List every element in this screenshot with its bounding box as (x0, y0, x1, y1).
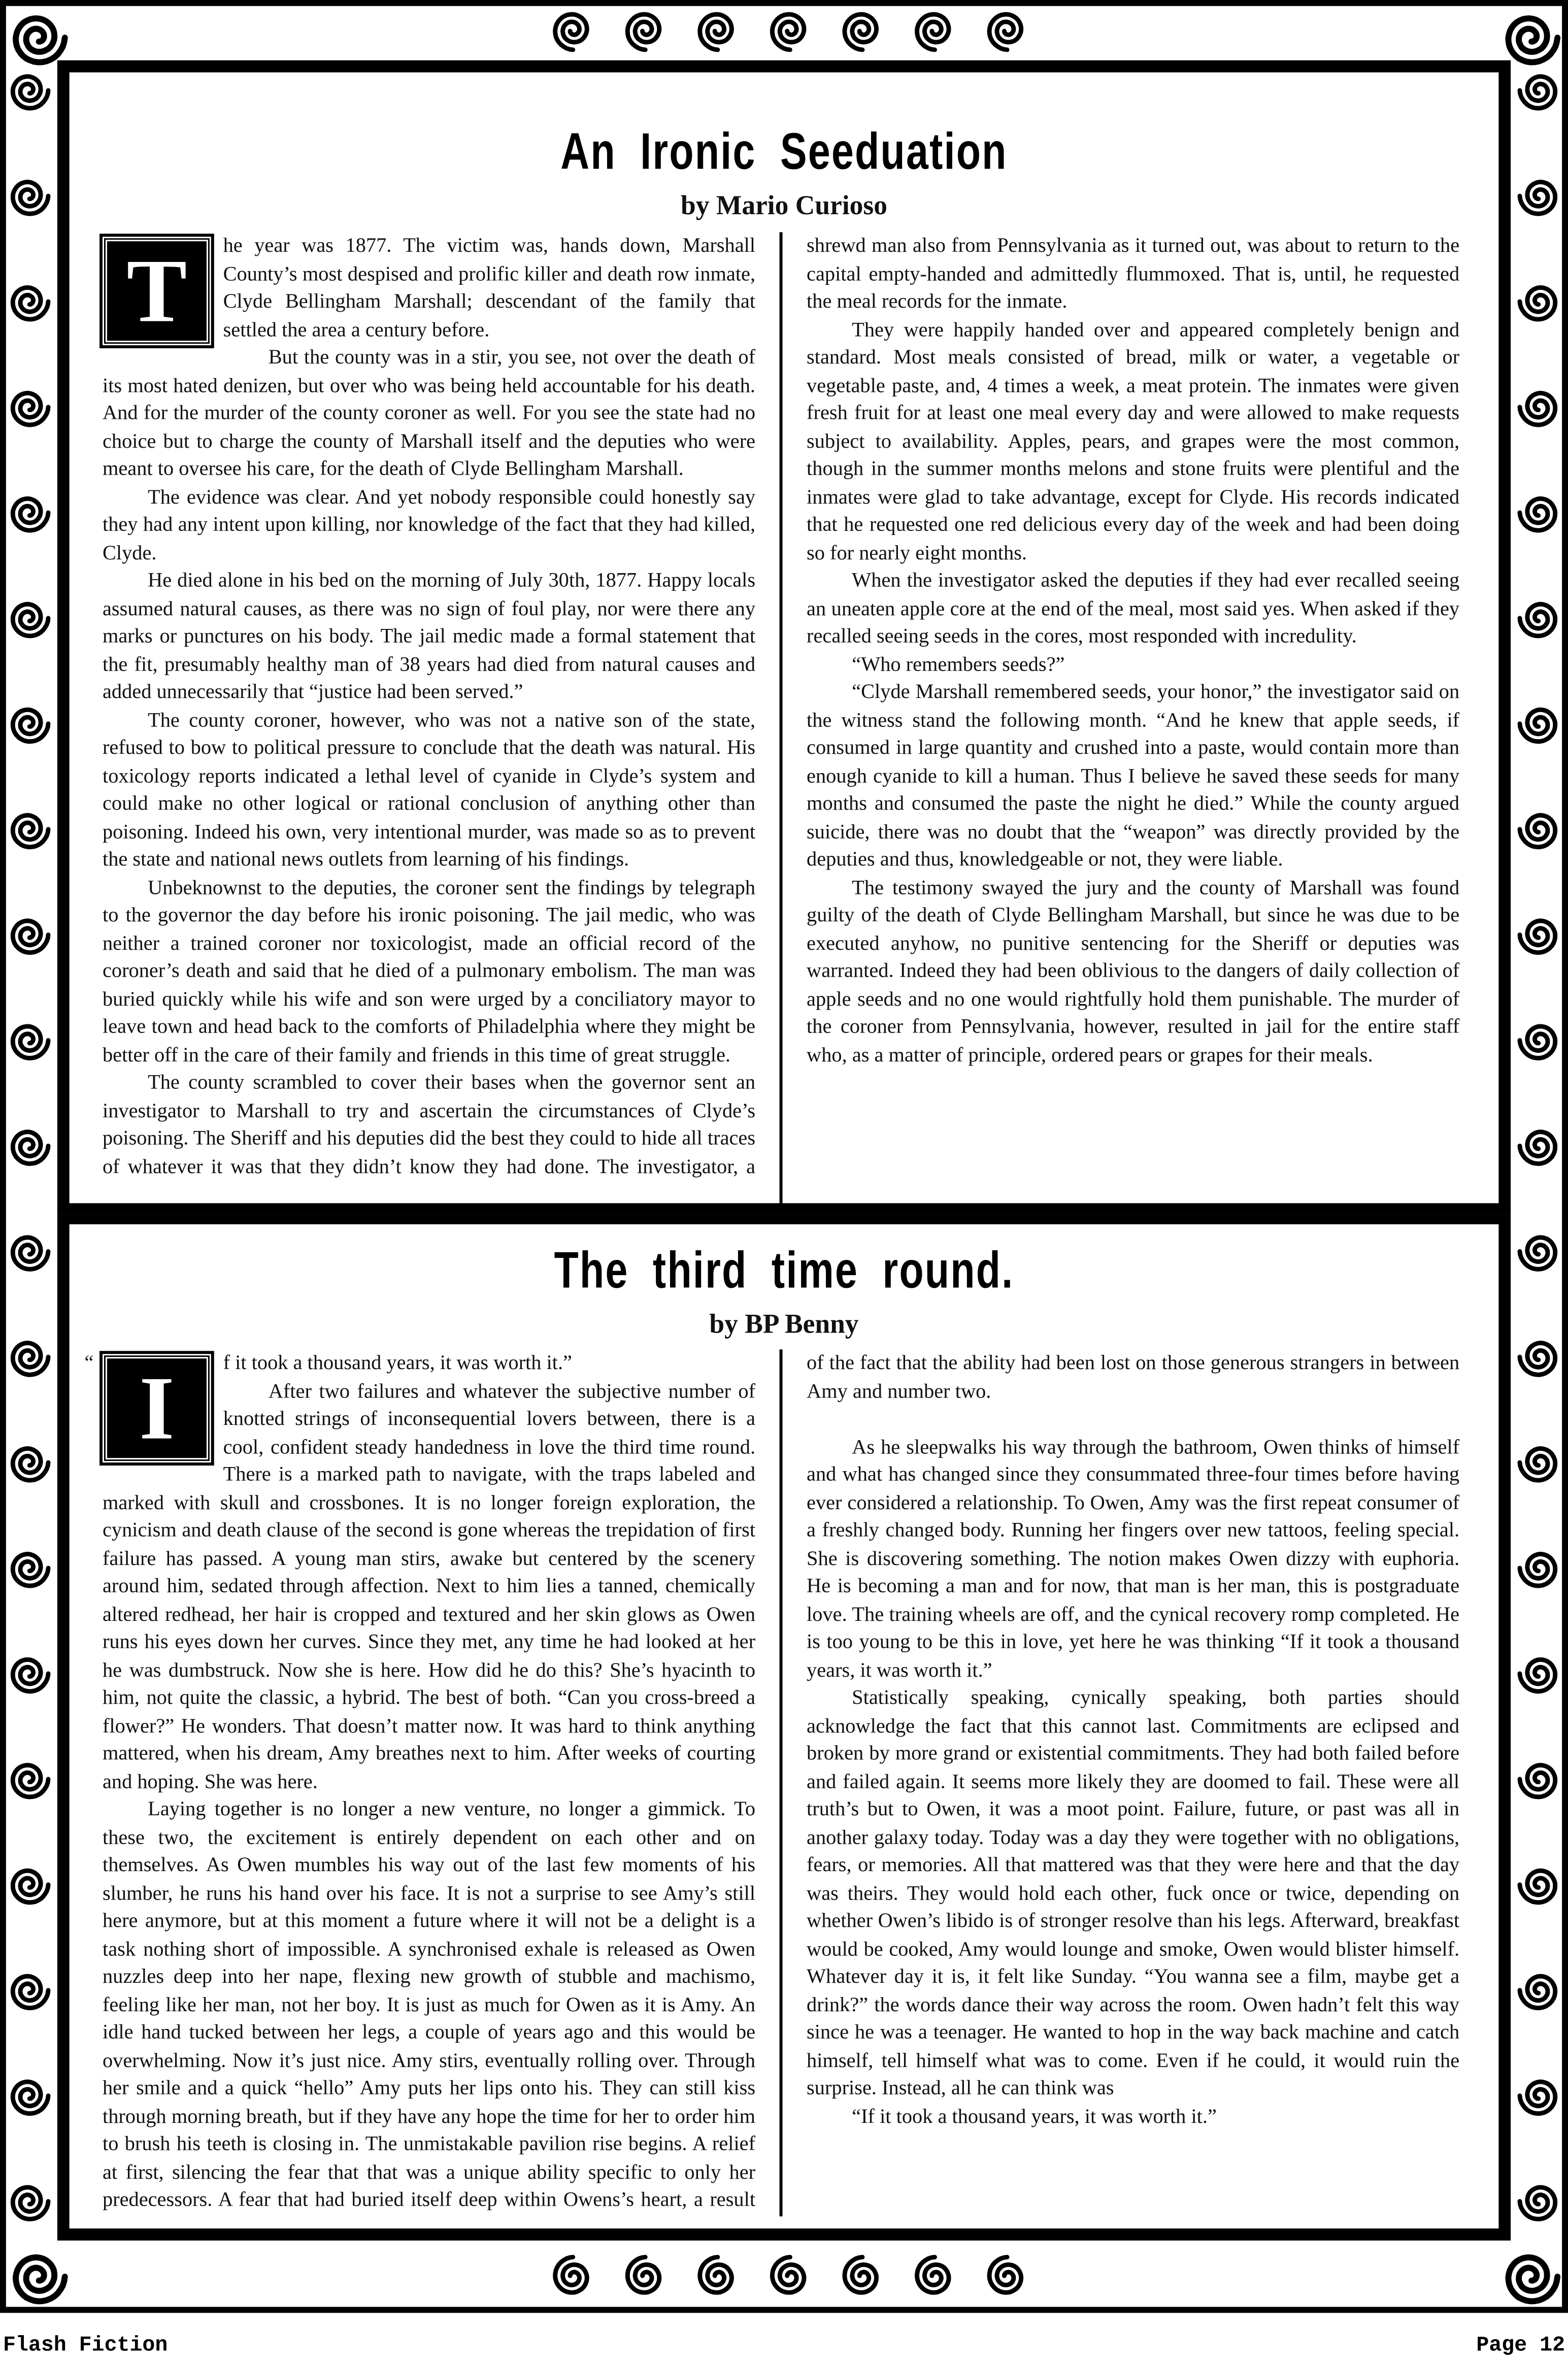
swirl-ornament (1520, 710, 1555, 742)
swirl-ornament (772, 2257, 804, 2292)
swirl-ornament (1520, 287, 1555, 319)
story-title: The third time round. (554, 1242, 1014, 1300)
swirl-ornament (13, 2187, 48, 2219)
story-paragraph: After two failures and whatever the subjective number of knotted strings of inconsequential lovers between, there is a cool, confident steady handedness in love the third time round. There is a marked path to navigate, with the traps labeled and marked with skull and crossbones. It is no longer foreign exploration, the cynicism and death clause of the second is gone whereas the trepidation of first failure has passed. A young man stirs, awake but centered by the scenery around him, sedated through affection. Next to him lies a tanned, chemically altered redhead, her hair is cropped and textured and her skin glows as Owen runs his eyes down her curves. Since they met, any time he had looked at her he was dumbstruck. Now she is here. How did he do this? She’s hyacinth to him, not quite the classic, a hybrid. The best of both. “Can you cross-breed a flower?” He wonders. That doesn’t matter now. It was hard to think anything mattered, when his dream, Amy breathes next to him. After weeks of courting and hoping. She was here. (102, 1379, 756, 1792)
swirl-ornament (1520, 1871, 1555, 1903)
story-paragraph: Laying together is no longer a new venture, no longer a gimmick. To these two, the excitement is entirely dependent on each other and on themselves. As Owen mumbles his way out of the last few moments of his slumber, he runs his hand over his face. It is not a surprise to see Amy’s still here anymore, but at this moment a future where it will not be a delight is a task nothing short of impossible. A synchronised exhale is released as Owen nuzzles deep into her nape, flexing new growth of stubble and machismo, feeling like her man, not her boy. It is just as much for Owen as it is Amy. An idle hand tucked between her legs, a couple of years ago and this would be overwhelming. Now it’s just nice. Amy stirs, eventually rolling over. Through her smile and a quick “hello” Amy puts her lips onto his. They can still kiss through morning breath, but if they have any hope the time for her to order him to brush his teeth is closing in. The unmistakable pavilion rise begins. A relief at first, silencing the fear that that was a unique ability specific to only her predecessors. A fear that had buried itself deep within Owens’s heart, a result of the fact that the ability had been lost on those generous strangers in between Amy and number two. (102, 1351, 1460, 2211)
swirl-ornament (13, 77, 48, 109)
story-paragraph: Statistically speaking, cynically speaking, both parties should acknowledge the fact that this cannot last. Commitments are eclipsed and broken by more grand or existential commitments. They had both failed before and failed again. It seems more likely they are doomed to fail. These were all truth’s but to Owen, it was a moot point. Failure, future, or past was all in another galaxy today. Today was a day they were together with no obligations, fears, or memories. All that mattered was that they were here and that the day was theirs. They would hold each other, fuck once or twice, depending on whether Owen’s libido is of stronger resolve than his legs. Afterward, breakfast would be cooked, Amy would lounge and smoke, Owen would blister himself. Whatever day it is, it felt like Sunday. “You wanna see a film, maybe get a drink?” the words dance their way across the room. Owen hadn’t felt this way since he was a teenager. He wanted to hop in the way back machine and catch himself, tell himself what was to come. Even if he could, it would ruin the surprise. Instead, all he can think was (807, 1685, 1460, 2099)
swirl-ornament (917, 14, 949, 50)
footer-section-name: Flash Fiction (3, 2334, 168, 2358)
swirl-ornament (555, 2257, 587, 2292)
swirl-ornament (13, 182, 48, 214)
swirl-ornament (772, 14, 804, 50)
story-paragraph: As he sleepwalks his way through the bathroom, Owen thinks of himself and what has changed since they consummated three-four times before having ever considered a relationship. To Owen, Amy was the first repeat consumer of a freshly changed body. Running her fingers over new tattoos, feeling special. She is discovering something. The notion makes Owen dizzy with euphoria. He is becoming a man and for now, that man is her man, this is postgraduate love. The training wheels are off, and the cynical recovery romp completed. He is too young to be this in love, yet here he was thinking “If it took a thousand years, it was worth it.” (807, 1435, 1460, 1681)
swirl-ornament (1520, 2187, 1555, 2219)
swirl-ornament (13, 1343, 48, 1375)
swirl-ornament (1520, 1448, 1555, 1480)
swirl-ornament (555, 14, 587, 50)
swirl-ornament (1520, 1132, 1555, 1164)
swirl-ornament (13, 710, 48, 742)
swirl-ornament (13, 1448, 48, 1480)
swirl-ornament (13, 1238, 48, 1270)
story-panel-ironic-seeduation (57, 60, 1511, 1215)
swirl-ornament (13, 1976, 48, 2008)
swirl-ornament (13, 1871, 48, 1903)
story-paragraph: But the county was in a stir, you see, not over the death of its most hated denizen, but over who was being held accountable for his death. And for the murder of the county coroner as well. For you see the state had no choice but to charge the county of Marshall itself and the deputies who were meant to oversee his care, for the death of Clyde Bellingham Marshall. (102, 345, 756, 480)
swirl-ornament (1520, 815, 1555, 847)
swirl-ornament (13, 815, 48, 847)
swirl-ornament (700, 14, 732, 50)
swirl-ornament (989, 2257, 1021, 2292)
swirl-ornament (1520, 1026, 1555, 1058)
story-paragraph: “If it took a thousand years, it was worth it.” (852, 2104, 1217, 2127)
story-paragraph: The evidence was clear. And yet nobody responsible could honestly say they had any intent upon killing, nor knowledge of the fact that they had killed, Clyde. (102, 484, 756, 563)
story-paragraph: T he year was 1877. The victim was, hands down, Marshall County’s most despised and prolific killer and death row inmate, Clyde Bellingham Marshall; descendant of the family that settled the area a century before. (103, 232, 755, 344)
swirl-ornament (700, 2257, 732, 2292)
story-panel-third-time-round (57, 1215, 1511, 2241)
story-byline: by Mario Curioso (681, 190, 887, 220)
story-paragraph: “Who remembers seeds?” (852, 652, 1065, 675)
story-paragraph: “Clyde Marshall remembered seeds, your honor,” the investigator said on the witness stand the following month. “And he knew that apple seeds, if consumed in large quantity and crushed into a paste, would contain more than enough cyanide to kill a human. Thus I believe he saved these seeds for many months and consumed the paste the night he died.” While the county argued suicide, there was no doubt that the “weapon” was directly provided by the deputies and thus, knowledgeable or not, they were liable. (807, 680, 1460, 870)
story-title: An Ironic Seeduation (560, 123, 1008, 181)
swirl-ornament (13, 604, 48, 636)
swirl-ornament (627, 2257, 659, 2292)
story-byline: by BP Benny (709, 1309, 859, 1339)
swirl-ornament (13, 1765, 48, 1797)
story-body (84, 1349, 1460, 2216)
footer-page-number: Page 12 (1476, 2334, 1565, 2358)
swirl-ornament (627, 14, 659, 50)
swirl-ornament (16, 2257, 65, 2301)
swirl-ornament (13, 1132, 48, 1164)
story-body (103, 232, 1459, 1205)
story-paragraph: When the investigator asked the deputies if they had ever recalled seeing an uneaten apple core at the end of the meal, most said yes. When asked if they recalled seeing seeds in the cores, most responded with incredulity. (807, 568, 1460, 647)
swirl-ornament (13, 2082, 48, 2114)
swirl-ornament (13, 1026, 48, 1058)
drop-cap-letter: I (103, 1354, 211, 1462)
swirl-ornament (13, 1554, 48, 1586)
story-paragraph: He died alone in his bed on the morning of July 30th, 1877. Happy locals assumed natural causes, as there was no sign of foul play, nor were there any marks or punctures on his body. The jail medic made a formal statement that the fit, presumably healthy man of 38 years had died from natural causes and added unnecessarily that “justice had been served.” (102, 568, 756, 703)
swirl-ornament (1520, 1976, 1555, 2008)
swirl-ornament (1508, 2257, 1557, 2301)
swirl-ornament (917, 2257, 949, 2292)
swirl-ornament (1520, 1238, 1555, 1270)
drop-cap-letter: T (103, 237, 211, 345)
swirl-ornament (13, 921, 48, 953)
swirl-ornament (13, 1659, 48, 1691)
story-paragraph: The county coroner, however, who was not a native son of the state, refused to bow to political pressure to conclude that the death was natural. His toxicology reports indicated a lethal level of cyanide in Clyde’s system and could make no other logical or rational conclusion of anything other than poisoning. Indeed his own, very intentional murder, was made so as to prevent the state and national news outlets from learning of his findings. (102, 708, 756, 870)
swirl-ornament (13, 287, 48, 319)
story-paragraph: They were happily handed over and appeared completely benign and standard. Most meals consisted of bread, milk or water, a vegetable or vegetable paste, and, 4 times a week, a meat protein. The inmates were given fresh fruit for at least one meal every day and were allowed to make requests subject to availability. Apples, pears, and grapes were the most common, though in the summer months melons and stone fruits were plentiful and the inmates were glad to take advantage, except for Clyde. His records indicated that he requested one red delicious every day of the week and had been doing so for nearly eight months. (807, 317, 1460, 563)
swirl-ornament (845, 2257, 877, 2292)
swirl-ornament (1520, 182, 1555, 214)
swirl-ornament (13, 498, 48, 530)
swirl-ornament (989, 14, 1021, 50)
swirl-ornament (1520, 604, 1555, 636)
swirl-ornament (1520, 77, 1555, 109)
swirl-ornament (1508, 18, 1557, 62)
story-paragraph: “ I f it took a thousand years, it was worth it.” (103, 1349, 755, 1377)
story-paragraph: Unbeknownst to the deputies, the coroner sent the findings by telegraph to the governor the day before his ironic poisoning. The jail medic, who was neither a trained coroner nor toxicologist, made an official record of the coroner’s death and said that he died of a pulmonary embolism. The man was buried quickly while his wife and son were urged by a conciliatory mayor to leave town and head back to the comforts of Philadelphia where they might be better off in the care of their family and friends in this time of great struggle. (102, 875, 756, 1066)
swirl-ornament (1520, 1765, 1555, 1797)
story-paragraph: The testimony swayed the jury and the county of Marshall was found guilty of the death of Clyde Bellingham Marshall, but since he was due to be executed anyhow, no punitive sentencing for the Sheriff or deputies was warranted. Indeed they had been oblivious to the dangers of daily collection of apple seeds and no one would rightfully hold them punishable. The murder of the coroner from Pennsylvania, however, resulted in jail for the entire staff who, as a matter of principle, ordered pears or grapes for their meals. (807, 875, 1460, 1066)
swirl-ornament (845, 14, 877, 50)
swirl-ornament (1520, 1554, 1555, 1586)
swirl-ornament (1520, 1659, 1555, 1691)
story-paragraph: The county scrambled to cover their bases when the governor sent an investigator to Marshall to try and ascertain the circumstances of Clyde’s poisoning. The Sheriff and his deputies did the best they could to hide all traces of whatever it was that they didn’t know they had done. The investigator, a shrewd man also from Pennsylvania as it turned out, was about to return to the capital empty-handed and admittedly flummoxed. That is, until, he requested the meal records for the inmate. (102, 234, 1460, 1177)
swirl-ornament (1520, 1343, 1555, 1375)
swirl-ornament (1520, 393, 1555, 425)
swirl-ornament (16, 18, 65, 62)
swirl-ornament (1520, 498, 1555, 530)
swirl-ornament (1520, 2082, 1555, 2114)
swirl-ornament (13, 393, 48, 425)
swirl-ornament (1520, 921, 1555, 953)
